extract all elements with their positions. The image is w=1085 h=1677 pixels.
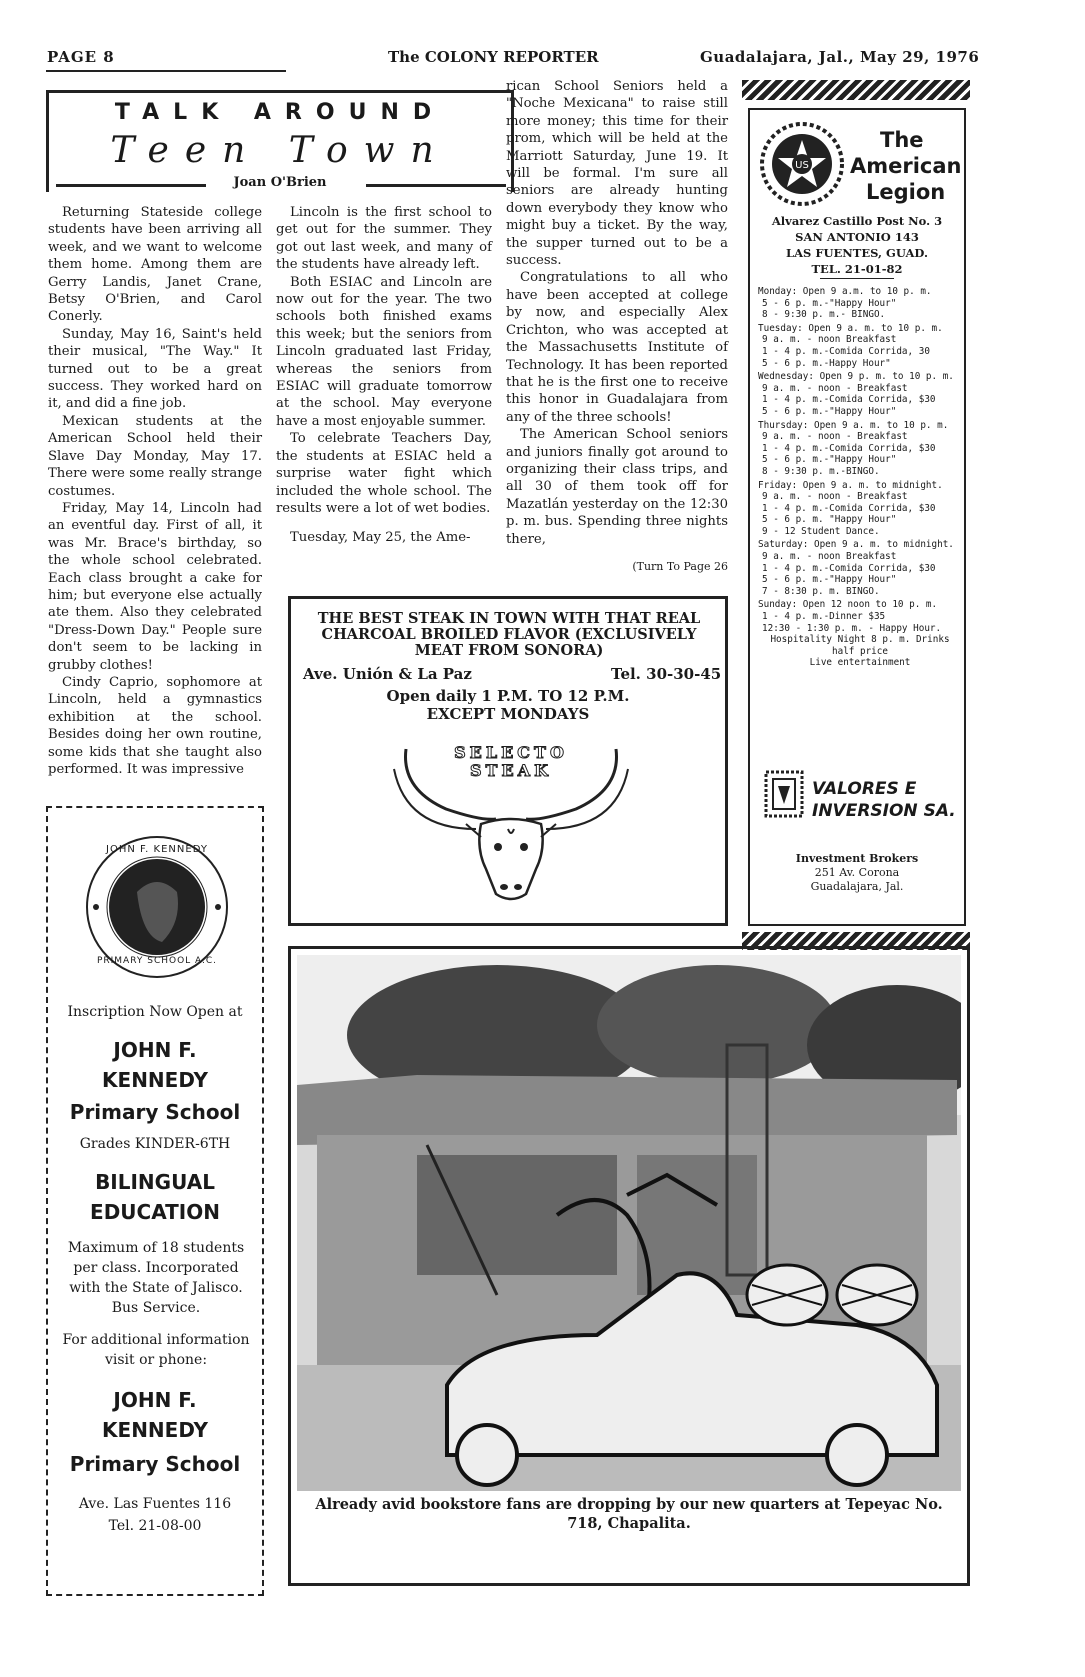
legion-schedule: Monday: Open 9 a.m. to 10 p. m. 5 - 6 p. m.-"Happy Hour" 8 - 9:30 p. m.- BINGO. Tuesday: Open 9 a. m. to 10 p. m. 9 a. m. - noon Breakfast 1 - 4 p. m.-Comida Corrida, 30 5 - 6 p. m.-Happy Hour" Wednesday: Open 9 p. m. to 10 p. m. 9 a. m. - noon - Breakfast 1 - 4 p. m.-Comida Corrida, $30 5 - 6 p. m.-"Happy Hour" Thursday: Open 9 a. m. to 10 p. m. 9 a. m. - noon - Breakfast 1 - 4 p. m.-Comida Corrida, $30 5 - 6 p. m.-"Happy Hour" 8 - 9:30 p. m.-BINGO. Friday: Open 9 a. m. to midnight. 9 a. m. - noon - Breakfast 1 - 4 p. m.-Comida Corrida, $30 5 - 6 p. m. "Happy Hour" 9 - 12 Student Dance. Saturday: Open 9 a. m. to midnight. 9 a. m. - noon Breakfast 1 - 4 p. m.-Comida Corrida, $30 5 - 6 p. m.-"Happy Hour" 7 - 8:30 p. m. BINGO. Sunday: Open 12 noon to 10 p. m. 1 - 4 p. m.-Dinner $35 12:30 - 1:30 p. m. - Happy Hour. Hospitality Night 8 p. m. Drinks half price Live entertainment [758,286,958,669]
seal-top-text: JOHN F. KENNEDY [106,844,208,855]
steak-address: Ave. Unión & La Paz [303,665,472,683]
jfk-footer-name-2: KENNEDY [102,1418,208,1442]
steak-logo-text: SELECTO STEAK [454,743,568,780]
article-column-2: Lincoln is the first school to get out for the summer. They got out last week, and many of the students have already left. Both ESIAC and Lincoln are now out for the year. The two schools both finished exams this week; but the seniors from Lincoln graduated last Friday, whereas the seniors from ESIAC will graduate tomorrow at the school. May everyone have a most enjoyable summer. To celebrate Teachers Day, the students at ESIAC held a surprise water fight which included the whole school. The results were a lot of wet bodies. Tuesday, May 25, the Ame- [276,205,492,546]
valores-subtitle: Investment Brokers [795,852,919,865]
jfk-name-3: Primary School [69,1100,241,1124]
legion-post: Alvarez Castillo Post No. 3 [771,214,943,228]
jfk-footer-name-1: JOHN F. [113,1388,197,1412]
column-title: TALK AROUND [114,100,446,125]
jfk-more-info: For additional information visit or phone: [62,1332,250,1368]
steak-hours: Open daily 1 P.M. TO 12 P.M. [386,687,630,705]
newspaper-name: The COLONY REPORTER [388,48,599,66]
byline: Joan O'Brien [233,175,327,190]
legion-area: LAS FUENTES, GUAD. [786,246,928,260]
photo-caption: Already avid bookstore fans are dropping by our new quarters at Tepeyac No. 718, Chapalita. [315,1496,943,1532]
schedule-day: Wednesday: Open 9 p. m. to 10 p. m. [758,371,954,383]
jfk-school-ad [46,806,264,1596]
steak-ad [288,596,728,926]
valores-city: Guadalajara, Jal. [810,880,904,893]
jfk-inscription: Inscription Now Open at [67,1004,243,1020]
jfk-education: EDUCATION [90,1200,220,1224]
jfk-bilingual: BILINGUAL [95,1170,215,1194]
column-headline-box [46,90,514,192]
legion-phone: TEL. 21-01-82 [811,262,903,276]
schedule-day: Monday: Open 9 a.m. to 10 p. m. [758,286,932,297]
dateline: Guadalajara, Jal., May 29, 1976 [700,48,980,66]
jfk-name-1: JOHN F. [113,1038,197,1062]
legion-emblem-icon [758,120,846,208]
legion-street: SAN ANTONIO 143 [795,230,919,244]
schedule-day: Thursday: Open 9 a. m. to 10 p. m. [758,419,949,431]
bookstore-photo-frame [288,946,970,1586]
valores-address: 251 Av. Corona [814,866,900,879]
seal-bottom-text: PRIMARY SCHOOL A.C. [96,956,218,966]
jfk-phone: Tel. 21-08-00 [108,1518,202,1534]
column-subtitle: Teen Town [110,130,450,171]
steak-phone: Tel. 30-30-45 [611,665,722,683]
jfk-details: Maximum of 18 students per class. Incorporated with the State of Jalisco. Bus Service. [67,1240,245,1316]
schedule-day: Tuesday: Open 9 a. m. to 10 p. m. [758,322,943,334]
legion-name-2: Legion [866,180,946,204]
valores-name: VALORES E INVERSION SA. [812,779,956,821]
schedule-day: Saturday: Open 9 a. m. to midnight. [758,539,954,551]
jump-line: (Turn To Page 26 [632,559,728,573]
valores-stamp-icon [764,770,804,818]
schedule-day: Friday: Open 9 a. m. to midnight. [758,479,943,491]
jfk-address: Ave. Las Fuentes 116 [78,1496,232,1512]
steak-headline: THE BEST STEAK IN TOWN WITH THAT REAL CHARCOAL BROILED FLAVOR (EXCLUSIVELY MEAT FROM SONORA) [317,610,701,659]
jfk-name-2: KENNEDY [102,1068,208,1092]
article-column-3: rican School Seniors held a "Noche Mexicana" to raise still more money; this time for their prom, which will be held at the Marriott Saturday, June 19. It will be formal. I'm sure all seniors are already hunting down everybody they know who might buy a ticket. By the way, the supper turned out to be a success. Congratulations to all who have been accepted at college by now, and especially Alex Crichton, who was accepted at the Massachusetts Institute of Technology. It has been reported that he is the first one to receive this honor in Guadalajara from any of the three schools! The American School seniors and juniors finally got around to organizing their class trips, and all 30 of them took off for Mazatlán yesterday on the 12:30 p. m. bus. Spending three nights there, (Turn To Page 26 [506,78,728,575]
jfk-footer-name-3: Primary School [69,1452,241,1476]
bookstore-photo [297,955,961,1491]
american-legion-ad [748,108,966,926]
legion-the: The [880,128,924,152]
legion-name-1: American [850,154,962,178]
svg-text:US: US [795,160,809,171]
schedule-day: Sunday: Open 12 noon to 10 p. m. [758,599,938,611]
jfk-grades: Grades KINDER-6TH [79,1136,231,1152]
steak-except: EXCEPT MONDAYS [426,705,590,723]
page-number: PAGE 8 [47,48,115,66]
article-column-1: Returning Stateside college students have been arriving all week, and we want to welcome them home. Among them are Gerry Landis, Janet Crane, Betsy O'Brien, and Carol Conerly. Sunday, May 16, Saint's held their musical, "The Way." It turned out to be a great success. They worked hard on it, and did a fine job. Mexican students at the American School held their Slave Day Monday, May 17. There were some really strange costumes. Friday, May 14, Lincoln had an eventful day. First of all, it was Mr. Brace's birthday, so the whole school celebrated. Each class brought a cake for him; but everyone else actually ate them. Also they celebrated "Dress-Down Day." People sure don't seem to be lacking in grubby clothes! Cindy Caprio, sophomore at Lincoln, held a gymnastics exhibition at the school. Besides doing her own routine, some kids that she taught also performed. It was impressive [48,205,262,777]
